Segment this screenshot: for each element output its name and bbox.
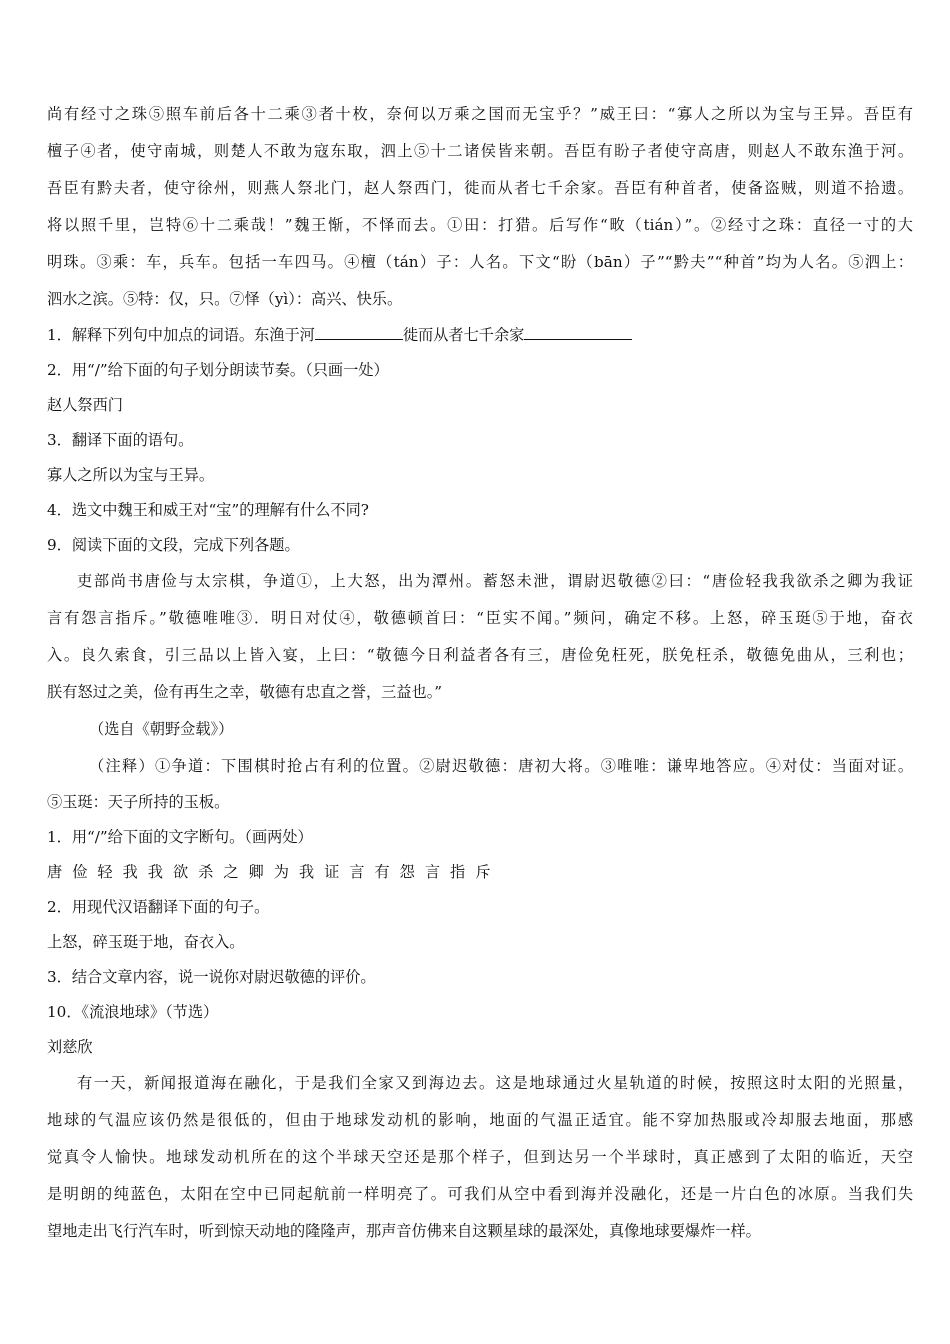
section-9-heading: 9．阅读下面的文段，完成下列各题。 <box>47 536 300 554</box>
questions-a <box>47 318 913 528</box>
section-10-passage-line: 望地走出飞行汽车时，听到惊天动地的隆隆声，那声音仿佛来自这颗星球的最深处，真像地球要爆炸一样。 <box>47 1222 761 1240</box>
passage-a-line: 尚有经寸之珠⑤照车前后各十二乘③者十枚，奈何以万乘之国而无宝乎？”威王曰：“寡人之所以为宝与王异。吾臣有 <box>47 105 913 123</box>
question-2: 2．用“/”给下面的句子划分朗读节奏。（只画一处） <box>47 361 389 379</box>
section-10-passage-line: 是明朗的纯蓝色，太阳在空中已同起航前一样明亮了。可我们从空中看到海并没融化，还是一片白色的冰原。当我们失 <box>47 1185 913 1203</box>
passage-a <box>47 96 913 318</box>
question-1 <box>47 318 913 353</box>
section-10 <box>47 995 913 1250</box>
answer-blank-1[interactable] <box>315 321 403 340</box>
passage-a-line: 泗水之滨。⑤特：仅，只。⑦怿（yì）：高兴、快乐。 <box>47 290 403 308</box>
passage-a-line: 檀子④者，使守南城，则楚人不敢为寇东取，泗上⑤十二诸侯皆来朝。吾臣有盼子者使守高唐，则赵人不敢东渔于河。 <box>47 142 913 160</box>
section-9-passage-line: 吏部尚书唐俭与太宗棋，争道①，上大怒，出为潭州。蓄怒未泄，谓尉迟敬德②曰：“唐俭轻我我欲杀之卿为我证 <box>77 572 913 590</box>
answer-blank-2[interactable] <box>524 321 632 340</box>
section-9-passage-line: 入。良久索食，引三品以上皆入宴，上曰：“敬德今日利益者各有三，唐俭免枉死，朕免枉杀，敬德免曲从，三利也； <box>47 646 913 664</box>
passage-a-line: 将以照千里，岂特⑥十二乘哉！”魏王惭，不怿而去。①田：打猎。后写作“畋（tián）”。②经寸之珠：直径一寸的大 <box>47 216 913 234</box>
section-10-passage-line: 地球的气温应该仍然是很低的，但由于地球发动机的影响，地面的气温正适宜。能不穿加热服或冷却服去地面，那感 <box>47 1111 913 1129</box>
section-10-author: 刘慈欣 <box>47 1038 93 1056</box>
section-9-question-2-sentence: 上怒，碎玉珽于地，奋衣入。 <box>47 933 245 951</box>
section-9-question-1-text: 唐俭轻我我欲杀之卿为我证言有怨言指斥 <box>47 863 501 881</box>
question-1-middle: 徙而从者七千余家 <box>402 326 525 344</box>
question-3: 3．翻译下面的语句。 <box>47 431 194 449</box>
section-9-question-3: 3．结合文章内容，说一说你对尉迟敬德的评价。 <box>47 968 376 986</box>
section-10-passage-line: 觉真令人愉快。地球发动机所在的这个半球天空还是那个样子，但到达另一个半球时，真正感到了太阳的临近，天空 <box>47 1148 913 1166</box>
section-9-question-1: 1．用“/”给下面的文字断句。（画两处） <box>47 828 313 846</box>
section-9-source: （选自《朝野佥载》） <box>89 720 234 738</box>
section-9-notes: ⑤玉珽：天子所持的玉板。 <box>47 793 230 811</box>
question-3-sentence: 寡人之所以为宝与王异。 <box>47 466 215 484</box>
section-9-notes: （注释）①争道：下围棋时抢占有利的位置。②尉迟敬德：唐初大将。③唯唯：谦卑地答应。④对仗：当面对证。 <box>89 757 913 775</box>
section-9 <box>47 528 913 995</box>
section-9-question-2: 2．用现代汉语翻译下面的句子。 <box>47 898 270 916</box>
question-4: 4．选文中魏王和威王对“宝”的理解有什么不同? <box>47 501 369 519</box>
document-page <box>47 96 913 1250</box>
section-9-passage-line: 言有怨言指斥。”敬德唯唯③．明日对仗④，敬德顿首曰：“臣实不闻。”频问，确定不移。上怒，碎玉珽⑤于地，奋衣 <box>47 609 913 627</box>
section-10-heading: 10．《流浪地球》（节选） <box>47 1003 219 1021</box>
question-2-sentence: 赵人祭西门 <box>47 396 123 414</box>
passage-a-line: 吾臣有黔夫者，使守徐州，则燕人祭北门，赵人祭西门，徙而从者七千余家。吾臣有种首者，使备盗贼，则道不拾遗。 <box>47 179 913 197</box>
section-9-passage-line: 朕有怒过之美，俭有再生之幸，敬德有忠直之誉，三益也。” <box>47 683 443 701</box>
question-1-prefix: 1．解释下列句中加点的词语。东渔于河 <box>47 326 315 344</box>
section-10-passage-line: 有一天，新闻报道海在融化，于是我们全家又到海边去。这是地球通过火星轨道的时候，按照这时太阳的光照量， <box>77 1074 913 1092</box>
passage-a-line: 明珠。③乘：车，兵车。包括一车四马。④檀（tán）子：人名。下文“盼（bān）子”“黔夫”“种首”均为人名。⑤泗上： <box>47 253 913 271</box>
